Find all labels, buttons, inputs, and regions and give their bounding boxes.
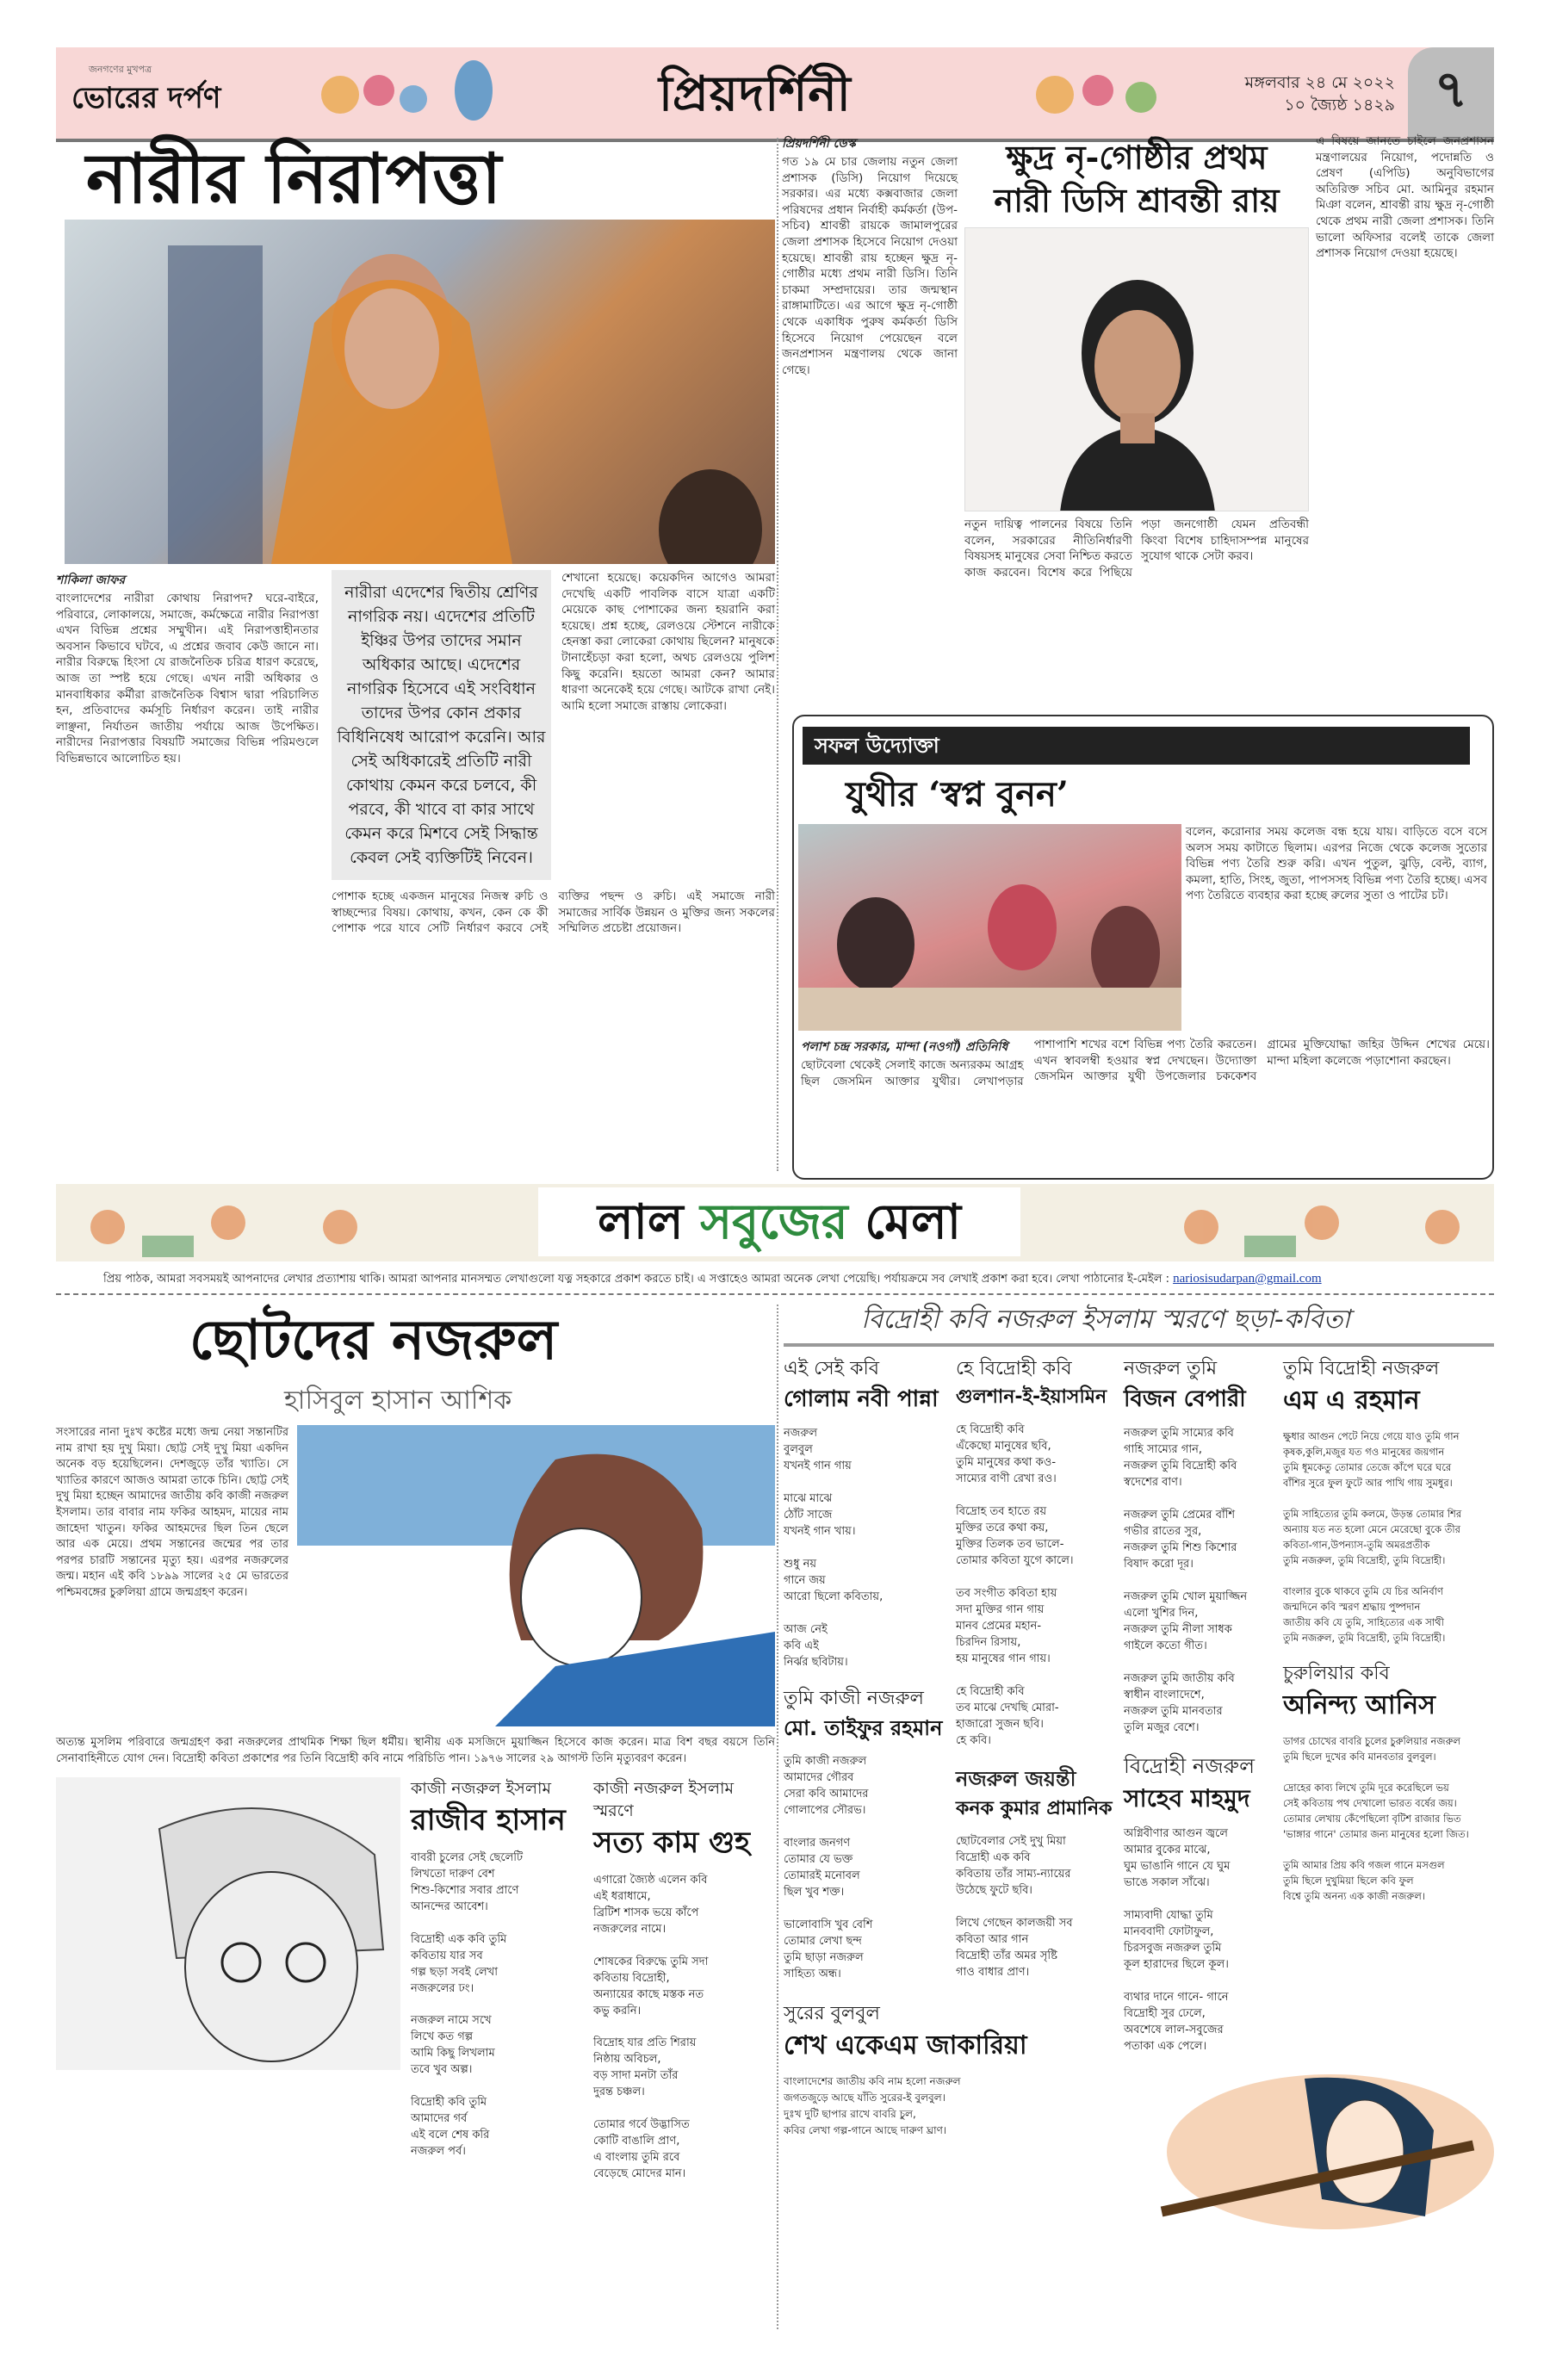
poems-row [1124,1356,1494,2070]
article-text: ছোটবেলা থেকেই সেলাই কাজে অন্যরকম আগ্রহ ছিল জেসমিন আক্তার যুথীর। লেখাপড়ার পাশাপাশি শখের বশে বিভিন্ন পণ্য তৈরি করতেন। এখন স্বাবলম্বী হওয়ার স্বপ্ন দেখছেন। উদ্যোক্তা জেসমিন আক্তার যুথী উপজেলার চককেশব গ্রামের মুক্তিযোদ্ধা জহির উদ্দিন শেখের মেয়ে। মান্দা মহিলা কলেজে পড়াশোনা করছেন। [801,1038,1490,1088]
section-label: সফল উদ্যোক্তা [815,734,939,758]
photo-sewing-workshop [798,824,1181,1031]
poem-author: শেখ একেএম জাকারিয়া [784,2030,1027,2061]
poems-section-title: বিদ্রোহী কবি নজরুল ইসলাম স্মরণে ছড়া-কবিতা [861,1305,1350,1335]
banner-title-part: সবুজের [700,1193,848,1250]
headline-first-female-dc: ক্ষুদ্র নৃ-গোষ্ঠীর প্রথম নারী ডিসি শ্রাবন্তী রায় [994,138,1280,220]
poem-author: মো. তাইফুর রহমান [784,1716,943,1740]
nazrul-kids-bottom-row [56,1777,775,2197]
poem-title: তুমি কাজী নজরুল [784,1688,924,1709]
poem-title: বিদ্রোহী নজরুল [1124,1754,1255,1778]
article-text: বাংলাদেশের নারীরা কোথায় নিরাপদ? ঘরে-বাইরে, পরিবারে, লোকালয়ে, সমাজে, কর্মক্ষেত্রে নারীর নিরাপত্তা এখন বিভিন্ন প্রশ্নের সম্মুখীন। এই নিরাপত্তাহীনতার অবসান কিভাবে ঘটবে, এ প্রশ্নের জবাব কেউ জানে না। নারীর বিরুদ্ধে হিংসা যে রাজনৈতিক চরিত্র ধারণ করেছে, আজ তা স্পষ্ট হয়ে গেছে। এখন নারী অধিকার ও মানবাধিকার কর্মীরা রাজনৈতিক বিশ্বাস দ্বারা পরিচালিত হন, প্রতিবাদের কর্মসূচি নির্ধারণ করেন। তাই নারীর লাঞ্ছনা, নির্যাতন জাতীয় পর্যায়ে আজ উপেক্ষিত। নারীদের নিরাপত্তার বিষয়টি সমাজের বিভিন্ন পরিমণ্ডলে বিভিন্নভাবে আলোচিত হয়। [56,592,319,765]
poem-text: নজরুল বুলবুল যখনই গান গায় মাঝে মাঝে ঠোঁট সাজে যখনই গান খায়। শুধু নয় গানে জয় আরো ছিলো কবিতায়, আজ নেই কবি এই নির্ঝর ছবিটায়। [784,1427,884,1669]
poem [1283,1356,1494,1646]
poem-author: সাহেব মাহমুদ [1124,1784,1250,1813]
poem-column [956,1356,1115,1996]
page-number-box [1408,47,1494,139]
poem-column [411,1777,583,2175]
poem [784,2001,1115,2139]
poem [411,2012,583,2160]
poem-text: বাংলাদেশের জাতীয় কবি নাম হলো নজরুল জগতজুড়ে আছে যাঁতি সুরের-ই বুলবুল। দুঃখ দুটি ছাপার রাখে বাবরি চুল, কবির লেখা গল্প-গানে আছে দারুণ ঘ্রাণ। [784,2075,961,2136]
poems-group-right [1124,1356,1494,2234]
article-text: গত ১৯ মে চার জেলায় নতুন জেলা প্রশাসক (ডিসি) নিয়োগ দিয়েছে সরকার। এর মধ্যে কক্সবাজার জেলা পরিষদের প্রধান নির্বাহী কর্মকর্তা (উপ-সচিব) শ্রাবন্তী রায়কে জামালপুরের জেলা প্রশাসক হিসেবে নিয়োগ দেওয়া হয়েছে। শ্রাবন্তী রায় হচ্ছেন ক্ষুদ্র নৃ-গোষ্ঠীর মধ্যে প্রথম নারী ডিসি। তিনি চাকমা সম্প্রদায়ের। তার জন্মস্থান রাঙ্গামাটিতে। এর আগে ক্ষুদ্র নৃ-গোষ্ঠী থেকে একাধিক পুরুষ কর্মকর্তা ডিসি হিসেবে নিয়োগ পেয়েছেন বলে জনপ্রশাসন মন্ত্রণালয় থেকে জানা গেছে। [782,155,958,377]
poem-author: কনক কুমার প্রামানিক [956,1798,1113,1819]
poem-title: তুমি বিদ্রোহী নজরুল [1283,1358,1440,1379]
logo-text: ভোরের দর্পণ [71,81,221,115]
poem [956,1764,1115,1980]
article-text: শেখানো হয়েছে। কয়েকদিন আগেও আমরা দেখেছি একটি পাবলিক বাসে যাত্রা একটি মেয়েকে কাছ পোশাকের জন্য হয়রানি করা হয়েছে। প্রশ্ন হচ্ছে, রেলওয়ে স্টেশনে নারীকে হেনস্তা করা লোকেরা কোথায় ছিলেন? মানুষকে টানাহেঁচড়া করা হলো, অথচ রেলওয়ে পুলিশ কিছু করেনি। হয়তো আমরা কেন? আমার ধারণা অনেকেই হয়ে গেছে। আটকে রাখা নেই। আমি হলো সমাজে রাস্তায় লোকেরা। [561,571,775,713]
nazrul-portrait-illustration [297,1425,775,1726]
article-text: বলেন, করোনার সময় কলেজ বন্ধ হয়ে যায়। বাড়িতে বসে বসে অলস সময় কাটাতে ছিলাম। এরপর নিজে থেকে কলেজ সুতোর বিভিন্ন পণ্য তৈরি শুরু করি। এখন পুতুল, ঝুড়ি, বেল্ট, ব্যাগ, কমলা, হাতি, সিংহ, জুতা, পাপসসহ বিভিন্ন পণ্য তৈরি হচ্ছে। এসব পণ্য তৈরিতে ব্যবহার করা হচ্ছে রুলের সুতা ও পাটের চট। [1186,825,1487,903]
poem [593,2035,766,2182]
dc-center-block [964,136,1309,580]
email-link[interactable]: nariosisudarpan@gmail.com [1173,1272,1322,1286]
poem-title: চুরুলিয়ার কবি [1283,1663,1390,1684]
poem [784,1356,947,1670]
entrepreneur-feature-box [792,715,1494,1180]
poem [411,1777,583,1997]
notice-text: প্রিয় পাঠক, আমরা সবসময়ই আপনাদের লেখার প্রত্যাশায় থাকি। আমরা আপনার মানসম্মত লেখাগুলো যত্ন সহকারে প্রকাশ করতে চাই। এ সপ্তাহেও আমরা অনেক লেখা পেয়েছি। পর্যায়ক্রমে সব লেখাই প্রকাশ করা হবে। লেখা পাঠানোর ই-মেইল : [103,1273,1169,1286]
poem [593,1777,766,2019]
poem-author: অনিন্দ্য আনিস [1283,1690,1435,1720]
poem [956,1356,1115,1749]
newspaper-logo[interactable] [71,63,295,127]
article-column [801,1037,1490,1089]
poem-title: কাজী নজরুল ইসলাম স্মরণে [593,1779,735,1821]
article-text: নতুন দায়িত্ব পালনের বিষয়ে তিনি বলেন, সরকারের নীতিনির্ধারণী বিষয়সহ মানুষের সেবা নিশ্চিত করতে কাজ করবেন। বিশেষ করে পিছিয়ে পড়া জনগোষ্ঠী যেমন প্রতিবন্ধী কিংবা বিশেষ চাহিদাসম্পন্ন মানুষের সুযোগ থাকে সেটা করব। [964,518,1309,580]
article-text: অত্যন্ত মুসলিম পরিবারে জন্মগ্রহণ করা নজরুলের প্রাথমিক শিক্ষা ছিল ধর্মীয়। স্থানীয় এক মসজিদে মুয়াজ্জিন হিসেবে কাজ করেন। মাত্র বিশ বছর বয়সে তিনি সেনাবাহিনীতে যোগ দেন। বিদ্রোহী কবিতা প্রকাশের পর তিনি বিদ্রোহী কবি নামে পরিচিতি পান। ১৯৭৬ সালের ২৯ আগস্ট তিনি মৃত্যুবরণ করেন। [56,1736,775,1765]
poem-author: গোলাম নবী পান্না [784,1386,939,1412]
poem [1283,1661,1494,1904]
headline-women-safety: নারীর নিরাপত্তা [86,138,502,219]
nazrul-sketch-illustration [56,1777,400,2070]
divider [56,1293,1494,1295]
divider [784,1343,1494,1347]
poem-text: ছোটবেলার সেই দুখু মিয়া বিদ্রোহী এক কবি কবিতায় তাঁর সাম্য-ন্যায়ের উঠেছে ফুটে ছবি। লিখে গেছেন কালজয়ী সব কবিতা আর গান বিদ্রোহী তাঁর অমর সৃষ্টি গাও বাধার প্রাণ। [956,1835,1073,1979]
decorative-ornament-icon [314,56,435,133]
poem-text: নজরুল তুমি সাম্যের কবি গাহি সাম্যের গান, নজরুল তুমি বিদ্রোহী কবি স্বদেশের বাণ। নজরুল তুমি প্রেমের বাঁশি গভীর রাতের সুর, নজরুল তুমি শিশু কিশোর বিষাদ করো দূর। নজরুল তুমি খোল মুয়াজ্জিন এলো খুশির দিন, নজরুল তুমি নীলা সাধক গাইলে কতো গীত। নজরুল তুমি জাতীয় কবি স্বাধীন বাংলাদেশে, নজরুল তুমি মানবতার তুলি মজুর বেশে। [1124,1427,1248,1734]
issue-date [1188,71,1395,116]
poem-column [1124,1356,1274,2070]
poems-row [784,1356,1115,1998]
poem-text: বিদ্রোহ যার প্রতি শিরায় নিষ্ঠায় অবিচল, বড় সাদা মনটা তাঁর দুরন্ত চঞ্চল। তোমার গর্বে উদ্ভাসিত কোটি বাঙালি প্রাণ, এ বাংলায় তুমি রবে বেড়েছে মোদের মান। [593,2036,697,2181]
poem-author: এম এ রহমান [1283,1385,1420,1416]
poem-title: হে বিদ্রোহী কবি [956,1358,1072,1379]
logo-tagline: জনগণের মুখপত্র [89,64,152,75]
article-byline: প্রিয়দর্শিনী ডেস্ক [782,137,856,151]
poem-column [1283,1356,1494,1919]
section-title: প্রিয়দর্শিনী [659,65,852,122]
poem-title: নজরুল তুমি [1124,1358,1218,1379]
article-author: হাসিবুল হাসান আশিক [284,1385,512,1416]
headline-juthi-dream: যুথীর ‘স্বপ্ন বুনন’ [846,774,1069,815]
photo-shrabanti-roy [964,227,1309,511]
section-banner [56,1184,1494,1261]
article-byline: শাকিলা জাফর [56,573,126,587]
poem-column [784,1356,947,1998]
poem-author: সত্য কাম গুহ [593,1825,751,1861]
woman-illustration-icon [443,52,504,138]
poem-text: ক্ষুধার আগুন পেটে নিয়ে গেয়ে যাও তুমি গান কৃষক,কুলি,মজুর যত গও মানুষের জয়গান তুমি ধূমকেতু তোমার তেজে কাঁপে ঘরে ঘরে বাঁশির সুরে ফুল ফুটে আর পাখি গায় সুমধুর। তুমি সাহিত্যের তুমি কলমে, উড়ন্ত তোমার শির অন্যায় যত নত হলো মেনে মেরেছো বুকে তীর কবিতা-গান,উপন্যাস-তুমি অমরপ্রতীক তুমি নজরুল, তুমি বিদ্রোহী, তুমি বিদ্রোহী। বাংলার বুকে থাকবে তুমি যে চির অনির্বাণ জন্মদিনে কবি স্মরণ শ্রদ্ধায় পুষ্পদান জাতীয় কবি যে তুমি, সাহিত্যের এক সাথী তুমি নজরুল, তুমি বিদ্রোহী, তুমি বিদ্রোহী। [1283,1430,1462,1644]
pull-quote-text: নারীরা এদেশের দ্বিতীয় শ্রেণির নাগরিক নয়। এদেশের প্রতিটি ইঞ্চির উপর তাদের সমান অধিকার আছে। এদেশের নাগরিক হিসেবে এই সংবিধান তাদের উপর কোন প্রকার বিধিনিষেধ আরোপ করেনি। আর সেই অধিকারেই প্রতিটি নারী কোথায় কেমন করে চলবে, কী পরবে, কী খাবে বা কার সাথে কেমন করে মিশবে সেই সিদ্ধান্ত কেবল সেই ব্যক্তিটিই নিবেন। [337,583,546,867]
article-byline: পলাশ চন্দ্র সরকার, মান্দা (নওগাঁ) প্রতিনিধি [801,1040,1008,1054]
banner-title-part: মেলা [865,1193,962,1250]
poem-text: অগ্নিবীণার আগুন জ্বলে আমার বুকের মাঝে, ঘুম ভাঙানি গানে যে ঘুম ভাঙে সকাল সাঁঝে। সাম্যবাদী যোদ্ধা তুমি মানববাদী ফোটাফুল, চিরসবুজ নজরুল তুমি কূল হারাদের ছিলে কূল। ব্যথার দানে গানে- গানে বিদ্রোহী সুর ঢেলে, অবশেষে লাল-সবুজের পতাকা এক পেলে। [1124,1827,1231,2053]
poem-title: কাজী নজরুল ইসলাম [411,1779,552,1799]
date-gregorian: মঙ্গলবার ২৪ মে ২০২২ [1244,73,1395,92]
submission-notice [103,1269,1498,1289]
poem-text: তুমি কাজী নজরুল আমাদের গৌরব সেরা কবি আমাদের গোলাপের সৌরভ। বাংলার জনগণ তোমার যে ভক্ত তোমারই মনোবল ছিল খুব শক্ত। ভালোবাসি খুব বেশি তোমার লেখা ছন্দ তুমি ছাড়া নজরুল সাহিত্য অন্ধ। [784,1755,873,1980]
column-divider [777,138,778,1171]
poem-text: এগারো জ্যৈষ্ঠ এলেন কবি এই ধরাধামে, ব্রিটিশ শাসক ভয়ে কাঁপে নজরুলের নামে। শোষকের বিরুদ্ধে তুমি সদা কবিতায় বিদ্রোহী, অন্যায়ের কাছে মস্তক নত কভু করনি। [593,1874,709,2018]
banner-title-part: লাল [597,1193,684,1250]
poems-area [784,1356,1494,2234]
nazrul-kids-body [56,1425,775,2197]
article-right-block [332,570,775,937]
photo-women-on-bus [65,220,775,564]
column-divider [777,1305,778,2329]
poem-author: রাজীব হাসান [411,1803,566,1838]
poem-author: গুলশান-ই-ইয়াসমিন [956,1386,1107,1408]
article-column [56,570,319,767]
poem-text: বাবরী চুলের সেই ছেলেটি লিখতো দারুণ বেশ শিশু-কিশোর সবার প্রাণে আনন্দের আবেশ। বিদ্রোহী এক কবি তুমি কবিতায় যার সব গল্প ছড়া সবই লেখা নজরুলের ঢং। [411,1851,524,1996]
poem-text: ডাগর চোখের বাবরি চুলের চুরুলিয়ার নজরুল তুমি ছিলে দুখের কবি মানবতার বুলবুল। দ্রোহের কাব্য লিখে তুমি দূরে করেছিলে ভয় সেই কবিতায় পথ দেখালো ভারত বর্ষের জয়। তোমার লেখায় কেঁপেছিলো বৃটিশ রাজার ভিত 'ভাঙ্গার গানে' তোমার জন্য মানুষের হলো জিত। তুমি আমার প্রিয় কবি গজল গানে মসগুল তুমি ছিলে দুখুমিয়া ছিলে কবি ফুল বিশ্বে তুমি অনন্য এক কাজী নজরুল। [1283,1735,1469,1902]
poem-column [593,1777,766,2197]
article-text: এ বিষয়ে জানতে চাইলে জনপ্রশাসন মন্ত্রণালয়ের নিয়োগ, পদোন্নতি ও প্রেষণ (এপিডি) অনুবিভাগের অতিরিক্ত সচিব মো. আমিনুর রহমান মিঞা বলেন, শ্রাবন্তী রায় ক্ষুদ্র নৃ-গোষ্ঠী থেকে প্রথম নারী জেলা প্রশাসক। তিনি ভালো অফিসার বলেই তাকে জেলা প্রশাসক নিয়োগ দেওয়া হয়েছে। [1316,134,1494,261]
flute-player-illustration [1124,2070,1494,2234]
article-text: পোশাক হচ্ছে একজন মানুষের নিজস্ব রুচি ও স্বাচ্ছন্দ্যের বিষয়। কোথায়, কখন, কেন কে কী পোশাক পরে যাবে সেটি নির্ধারণ করবে সেই ব্যক্তির পছন্দ ও রুচি। এই সমাজে নারী সমাজের সার্বিক উন্নয়ন ও মুক্তির জন্য সকলের সম্মিলিত প্রচেষ্টা প্রয়োজন। [332,889,775,936]
article-column [782,133,958,378]
masthead [56,47,1494,142]
poems-group-left [784,1356,1115,2154]
date-bengali: ১০ জ্যৈষ্ঠ ১৪২৯ [1284,96,1395,115]
pull-quote-box [332,570,551,880]
poem [1124,1356,1274,1736]
decorative-ornament-icon [1029,56,1167,133]
poem-text: হে বিদ্রোহী কবি এঁকেছো মানুষের ছবি, তুমি মানুষের কথা কও- সাম্যের বাণী রেখা রও। বিদ্রোহ তব হাতে রয় মুক্তির তরে কথা কয়, মুক্তির তিলক তব ভালে- তোমার কবিতা যুগে কালে। তব সংগীত কবিতা হায় সদা মুক্তির গান গায় মানব প্রেমের মহান- চিরদিন রিসায়, হয় মানুষের গান গায়। হে বিদ্রোহী কবি তব মাঝে দেখছি মোরা- হাজারো সুজন ছবি। হে কবি। [956,1423,1074,1747]
nazrul-kids-top-row [56,1425,775,1726]
poem-title: নজরুল জয়ন্তী [956,1767,1076,1791]
section-label-bar [803,727,1470,765]
poem-text: নজরুল নামে সখে লিখে কত গল্প আমি কিছু লিখলাম তবে খুব অল্প। বিদ্রোহী কবি তুমি আমাদের গর্ব এই বলে শেষ করি নজরুল পর্ব। [411,2014,495,2159]
poem-title: এই সেই কবি [784,1358,879,1379]
quote-row [332,570,775,880]
article-text: সংসারের নানা দুঃখ কষ্টের মধ্যে জন্ম নেয়া সন্তানটির নাম রাখা হয় দুখু মিয়া। ছোট্ট সেই দুখু মিয়া একদিন অনেক বড় হয়েছিলেন। দেশজুড়ে তাঁর খ্যাতি। সে খ্যাতির কারণে আজও আমরা তাকে চিনি। ছোট্ট সেই দুখু মিয়া হচ্ছেন আমাদের জাতীয় কবি কাজী নজরুল ইসলাম। তার বাবার নাম ফকির আহমদ, মায়ের নাম জাহেদা খাতুন। ফকির আহমদের ছিল তিন ছেলে আর এক মেয়ে। প্রথম সন্তানের জন্মের পর তার পরপর চারটি সন্তানের মৃত্যু হয়। এরপর নজরুলের জন্ম। মহান এই কবি ১৮৯৯ সালের ২৫ মে ভারতের পশ্চিমবঙ্গের চুরুলিয়া গ্রামে জন্মগ্রহণ করেন। [56,1426,288,1599]
poem [1124,1751,1274,2055]
poem-author: বিজন বেপারী [1124,1386,1246,1412]
poem-title: সুরের বুলবুল [784,2003,880,2024]
banner-title [538,1187,1020,1256]
page-number: ৭ [1434,59,1468,120]
poem [784,1686,947,1982]
headline-nazrul-for-kids: ছোটদের নজরুল [189,1308,558,1373]
